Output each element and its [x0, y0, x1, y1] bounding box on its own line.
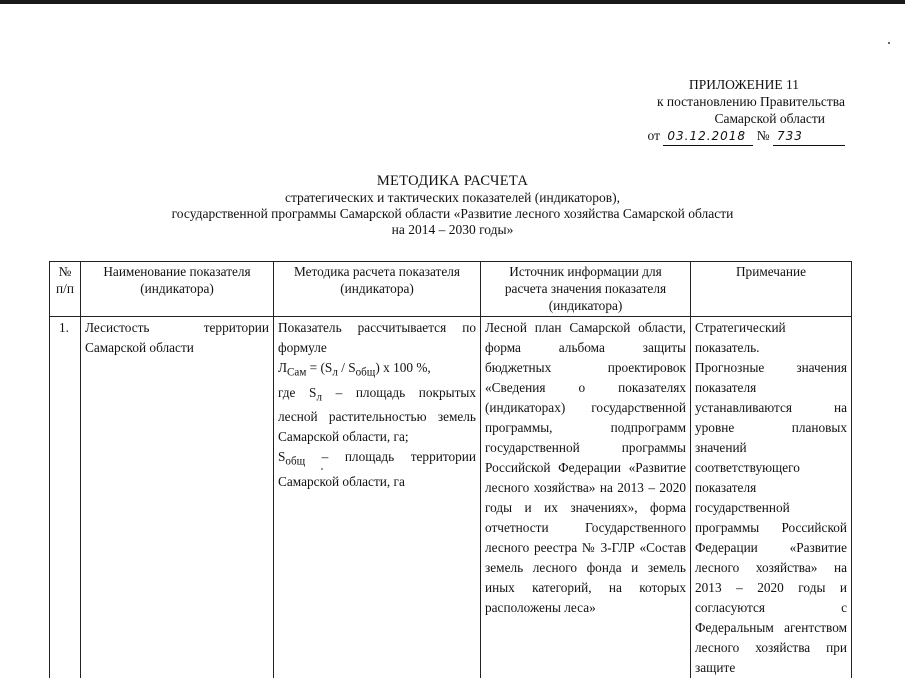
- scan-speck: [888, 42, 890, 44]
- title-line-2: стратегических и тактических показателей (индикаторов),: [0, 190, 905, 206]
- title-line-3: государственной программы Самарской области «Развитие лесного хозяйства Самарской области: [0, 206, 905, 222]
- appendix-region: Самарской области: [648, 110, 846, 127]
- appendix-resolution: к постановлению Правительства: [648, 93, 846, 110]
- number-label: №: [757, 128, 770, 143]
- appendix-title: ПРИЛОЖЕНИЕ 11: [648, 76, 846, 93]
- appendix-date-number: [648, 127, 846, 146]
- row-num: 1.: [50, 317, 81, 678]
- header-note: Примечание: [691, 262, 852, 317]
- header-source: Источник информации для расчета значения показателя (индикатора): [481, 262, 691, 317]
- scan-top-edge: [0, 0, 905, 4]
- header-num: № п/п: [50, 262, 81, 317]
- row-source: Лесной план Самарской области, форма альбома защиты бюджетных проектировок «Сведения о показателях (индикаторах) государственной программы, подпрограмм государственной программы Российской Федерации «Развитие лесного хозяйства» на 2013 – 2020 годы и их значениях», форма отчетности Государственного лесного реестра № 3-ГЛР «Состав земель лесного фонда и земель иных категорий, на которых расположены леса»: [481, 317, 691, 678]
- table-row: [50, 317, 852, 678]
- row-method: Показатель рассчитывается по формуле $Л_{Сам} = (S_л / S_{общ})$ x 100 %, где $S_л$ – площадь покрытых лесной растительностью земель Самарской области, га; $S_{общ}$ – площадь территории Самарской области, га: [274, 317, 481, 678]
- handwritten-number: 733: [773, 128, 845, 146]
- row-name: Лесистость территории Самарской области: [81, 317, 274, 678]
- indicators-table: [49, 261, 852, 678]
- appendix-block: [648, 76, 846, 146]
- row-note: Стратегический показатель. Прогнозные значения показателя устанавливаются на уровне плановых значений соответствующего показателя государственной программы Российской Федерации «Развитие лесного хозяйства» на 2013 – 2020 годы и согласуются с Федеральным агентством лесного хозяйства при защите: [691, 317, 852, 678]
- from-label: от: [648, 128, 660, 143]
- header-method: Методика расчета показателя (индикатора): [274, 262, 481, 317]
- handwritten-date: 03.12.2018: [663, 128, 753, 146]
- document-title: [0, 172, 905, 238]
- title-heading: МЕТОДИКА РАСЧЕТА: [0, 172, 905, 190]
- formula: $Л_{Сам} = (S_л / S_{общ})$ x 100 %,: [278, 358, 476, 383]
- header-name: Наименование показателя (индикатора): [81, 262, 274, 317]
- table-header-row: [50, 262, 852, 317]
- title-line-4: на 2014 – 2030 годы»: [0, 222, 905, 238]
